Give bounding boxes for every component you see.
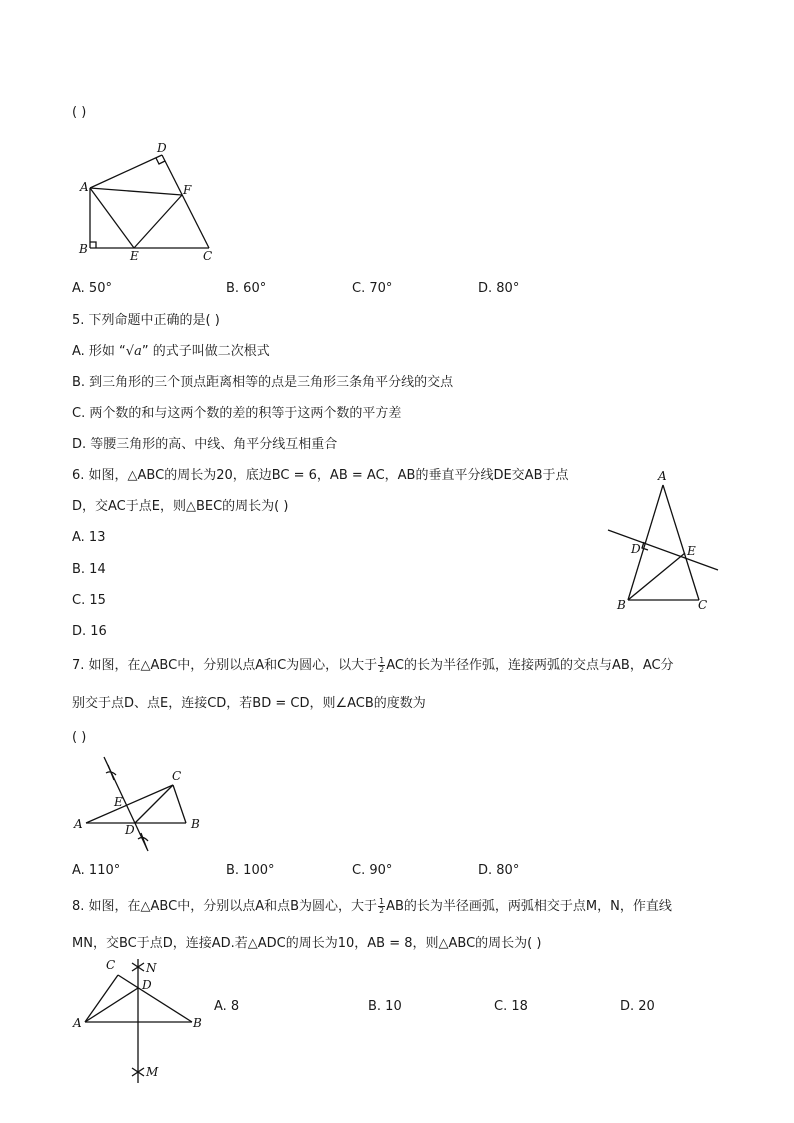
q7-figure	[68, 755, 218, 855]
q6-option-b: B. 14	[72, 562, 106, 577]
q7-label-a: A	[74, 817, 83, 831]
q4-label-c: C	[203, 249, 213, 263]
q8-label-c: C	[106, 958, 116, 972]
q6-figure	[600, 465, 725, 615]
q4-option-d: D. 80°	[478, 281, 520, 296]
q8-label-n: N	[146, 961, 157, 975]
q6-option-a: A. 13	[72, 530, 106, 545]
q5-option-a-suffix: ” 的式子叫做二次根式	[141, 344, 270, 359]
q6-label-c: C	[698, 598, 708, 612]
one-half-fraction: $\frac{1}{2}$	[379, 656, 385, 674]
q5-option-b: B. 到三角形的三个顶点距离相等的点是三角形三条角平分线的交点	[72, 375, 454, 390]
q8-label-m: M	[146, 1065, 159, 1079]
q8-label-a: A	[73, 1016, 82, 1030]
q5-stem: 5. 下列命题中正确的是( )	[72, 313, 220, 328]
q4-label-b: B	[79, 242, 88, 256]
q8-label-b: B	[193, 1016, 202, 1030]
q5-option-c: C. 两个数的和与这两个数的差的积等于这两个数的平方差	[72, 406, 402, 421]
q7-label-b: B	[191, 817, 200, 831]
q6-stem-line1: 6. 如图，△ABC的周长为20，底边BC = 6，AB = AC，AB的垂直平分线DE交AB于点	[72, 468, 569, 483]
q4-label-a: A	[80, 180, 89, 194]
q6-label-a: A	[658, 469, 667, 483]
q7-label-c: C	[172, 769, 182, 783]
q8-option-b: B. 10	[368, 999, 402, 1014]
q5-option-a-prefix: A. 形如 “	[72, 344, 126, 359]
q4-answer-paren: ( )	[72, 105, 87, 120]
q8-figure	[68, 955, 218, 1095]
q4-label-f: F	[183, 183, 192, 197]
q7-label-e: E	[114, 795, 123, 809]
q7-answer-paren: ( )	[72, 730, 87, 745]
q7-option-c: C. 90°	[352, 863, 393, 878]
q6-option-d: D. 16	[72, 624, 107, 639]
q7-label-d: D	[125, 823, 135, 837]
q8-stem-line1	[72, 898, 672, 916]
one-half-fraction: $\frac{1}{2}$	[379, 897, 385, 915]
q6-option-c: C. 15	[72, 593, 106, 608]
q8-stem-line2: MN，交BC于点D，连接AD.若△ADC的周长为10，AB = 8，则△ABC的周长为( )	[72, 936, 542, 951]
sqrt-a-expression: √a	[125, 344, 142, 359]
q4-option-c: C. 70°	[352, 281, 393, 296]
q4-label-e: E	[130, 249, 139, 263]
q5-option-a	[72, 343, 270, 361]
q7-option-d: D. 80°	[478, 863, 520, 878]
q5-option-d: D. 等腰三角形的高、中线、角平分线互相重合	[72, 437, 338, 452]
q8-option-c: C. 18	[494, 999, 528, 1014]
q8-stem-line1-suffix: AB的长为半径画弧，两弧相交于点M，N，作直线	[386, 899, 672, 914]
q8-label-d: D	[142, 978, 152, 992]
q4-figure	[72, 138, 222, 263]
q4-label-d: D	[157, 141, 167, 155]
q6-label-b: B	[617, 598, 626, 612]
q4-option-b: B. 60°	[226, 281, 267, 296]
q6-label-e: E	[687, 544, 696, 558]
q7-stem-line1-suffix: AC的长为半径作弧，连接两弧的交点与AB，AC分	[386, 658, 674, 673]
q8-stem-line1-prefix: 8. 如图，在△ABC中，分别以点A和点B为圆心，大于	[72, 899, 378, 914]
q6-stem-line2: D，交AC于点E，则△BEC的周长为( )	[72, 499, 289, 514]
q7-stem-line1-prefix: 7. 如图，在△ABC中，分别以点A和C为圆心，以大于	[72, 658, 378, 673]
q4-option-a: A. 50°	[72, 281, 112, 296]
q7-option-a: A. 110°	[72, 863, 121, 878]
q8-option-d: D. 20	[620, 999, 655, 1014]
q7-option-b: B. 100°	[226, 863, 275, 878]
q8-option-a: A. 8	[214, 999, 240, 1014]
q7-stem-line2: 别交于点D、点E，连接CD，若BD = CD，则∠ACB的度数为	[72, 696, 426, 711]
q7-stem-line1	[72, 657, 674, 675]
q6-label-d: D	[631, 542, 641, 556]
